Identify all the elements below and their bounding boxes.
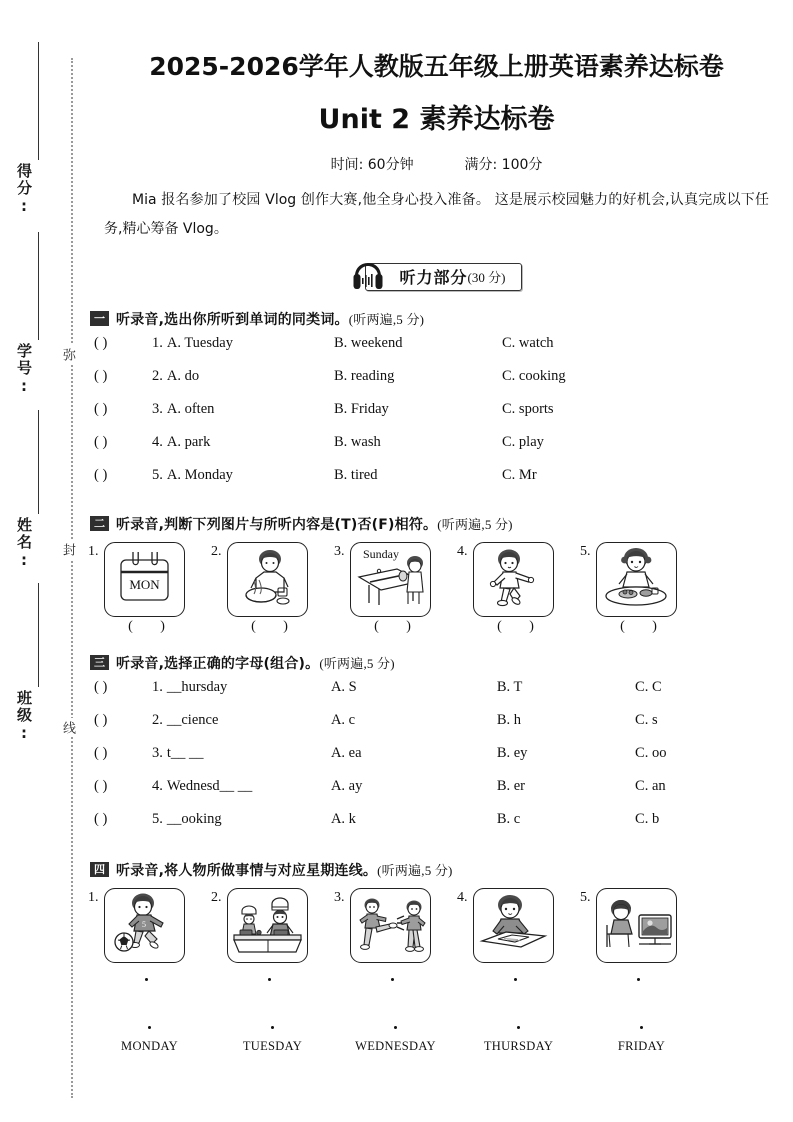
answer-bracket[interactable]: ( ) (94, 744, 108, 761)
total-value: 100分 (501, 157, 543, 173)
doing-homework-icon (473, 888, 554, 963)
watching-tv-icon (596, 888, 677, 963)
true-false-bracket[interactable]: ( ) (251, 618, 300, 634)
true-false-bracket[interactable]: ( ) (497, 618, 546, 634)
true-false-bracket[interactable]: ( ) (374, 618, 423, 634)
match-dot[interactable] (457, 1016, 580, 1034)
seal-char-3: 线 (58, 718, 77, 737)
time-label: 时间: (330, 157, 364, 173)
option-a[interactable]: A. often (166, 400, 215, 417)
section-4-paren: (听两遍,5 分) (377, 862, 453, 878)
option-row[interactable] (94, 778, 793, 811)
washing-clothes-icon (227, 542, 308, 617)
section-1-paren: (听两遍,5 分) (348, 311, 425, 327)
picture-number: 4. (457, 889, 468, 905)
word-stem: __hursday (166, 678, 228, 695)
picture-item (334, 888, 457, 986)
match-dot[interactable] (107, 968, 186, 986)
answer-bracket[interactable]: ( ) (94, 334, 108, 351)
day-target[interactable] (334, 1016, 457, 1054)
picture-item (457, 888, 580, 986)
section-4-days (88, 1016, 793, 1054)
student-id-rule (38, 232, 39, 340)
match-dot[interactable] (230, 968, 309, 986)
item-number: 5. (152, 466, 163, 483)
day-label: FRIDAY (617, 1038, 666, 1053)
word-stem: t__ __ (166, 744, 204, 761)
option-a[interactable]: A. k (330, 810, 356, 827)
picture-item (580, 888, 703, 986)
picture-item (580, 542, 703, 635)
picture-number: 2. (211, 889, 222, 905)
listening-banner-title: 听力部分 (399, 268, 468, 288)
listening-banner (351, 261, 523, 293)
option-row[interactable] (94, 712, 793, 745)
listening-banner-score: (30 分) (467, 270, 506, 286)
student-id-label: 学号: (15, 343, 33, 397)
day-label: TUESDAY (242, 1038, 303, 1053)
option-a[interactable]: A. do (166, 367, 200, 384)
option-a[interactable]: A. ea (330, 744, 362, 761)
option-a[interactable]: A. ay (330, 777, 363, 794)
answer-bracket[interactable]: ( ) (94, 711, 108, 728)
day-label: THURSDAY (483, 1038, 554, 1053)
cooking-kitchen-icon (227, 888, 308, 963)
section-4-header (90, 860, 793, 880)
answer-bracket[interactable]: ( ) (94, 777, 108, 794)
listening-banner-wrap (80, 261, 793, 293)
picture-number: 5. (580, 543, 591, 559)
class-rule (38, 583, 39, 687)
item-number: 1. (152, 334, 163, 351)
option-b[interactable]: B. er (496, 777, 525, 794)
day-target[interactable] (457, 1016, 580, 1054)
seal-char-2: 封 (58, 540, 77, 559)
class-label: 班级: (15, 690, 33, 744)
paper-content (80, 0, 793, 1122)
item-number: 3. (152, 400, 163, 417)
section-4-pictures (88, 888, 793, 986)
seal-char-1: 弥 (58, 345, 77, 364)
picture-item (88, 542, 211, 635)
option-a[interactable]: A. c (330, 711, 356, 728)
option-a[interactable]: A. S (330, 678, 357, 695)
item-number: 2. (152, 711, 163, 728)
option-c[interactable]: C. s (635, 711, 658, 728)
intro-paragraph: Mia 报名参加了校园 Vlog 创作大赛,他全身心投入准备。 这是展示校园魅力的好机会,认真完成以下任务,精心筹备 Vlog。 (104, 192, 769, 238)
section-2-number: 二 (90, 516, 109, 531)
section-2-title: 听录音,判断下列图片与所听内容是(T)否(F)相符。(听两遍,5 分) (116, 516, 513, 533)
score-label: 得分: (15, 163, 33, 217)
name-rule (38, 410, 39, 514)
option-c[interactable]: C. oo (635, 744, 667, 761)
option-b[interactable]: B. h (496, 711, 521, 728)
answer-bracket[interactable]: ( ) (94, 433, 108, 450)
item-number: 1. (152, 678, 163, 695)
svg-text:MON: MON (128, 576, 160, 592)
picture-item (211, 542, 334, 635)
kung-fu-icon (350, 888, 431, 963)
picture-item (334, 542, 457, 635)
section-2-pictures (88, 542, 793, 635)
section-3-title: 听录音,选择正确的字母(组合)。(听两遍,5 分) (116, 655, 395, 672)
page-title-main: 2025-2026学年人教版五年级上册英语素养达标卷 (149, 52, 724, 81)
option-c[interactable]: C. C (635, 678, 662, 695)
option-a[interactable]: A. Tuesday (166, 334, 233, 351)
section-3-paren: (听两遍,5 分) (319, 655, 395, 671)
section-3-header (90, 653, 793, 673)
day-target[interactable] (88, 1016, 211, 1054)
picture-item (211, 888, 334, 986)
match-dot[interactable] (599, 968, 678, 986)
option-a[interactable]: A. Monday (166, 466, 233, 483)
answer-bracket[interactable]: ( ) (94, 400, 108, 417)
option-c[interactable]: C. play (502, 433, 544, 450)
calendar-mon-icon (104, 542, 185, 617)
word-stem: Wednesd__ __ (166, 777, 253, 794)
match-dot[interactable] (353, 968, 432, 986)
section-3-options (94, 679, 793, 844)
match-dot[interactable] (334, 1016, 457, 1034)
true-false-bracket[interactable]: ( ) (620, 618, 669, 634)
option-c[interactable]: C. watch (502, 334, 554, 351)
exam-meta (80, 154, 793, 174)
option-row[interactable] (94, 467, 793, 500)
eating-at-table-icon (596, 542, 677, 617)
section-4-title: 听录音,将人物所做事情与对应星期连线。(听两遍,5 分) (116, 862, 453, 879)
match-dot[interactable] (88, 1016, 211, 1034)
option-row[interactable] (94, 368, 793, 401)
headphones-icon (351, 260, 385, 293)
picture-number: 1. (88, 889, 99, 905)
option-a[interactable]: A. park (166, 433, 211, 450)
picture-number: 3. (334, 543, 345, 559)
option-row[interactable] (94, 434, 793, 467)
picture-item (88, 888, 211, 986)
match-dot[interactable] (211, 1016, 334, 1034)
option-row[interactable] (94, 335, 793, 368)
answer-bracket[interactable]: ( ) (94, 466, 108, 483)
option-b[interactable]: B. Friday (334, 400, 389, 417)
item-number: 4. (152, 777, 163, 794)
option-b[interactable]: B. weekend (334, 334, 403, 351)
true-false-bracket[interactable]: ( ) (128, 618, 177, 634)
margin-strip (0, 0, 80, 1122)
day-label: MONDAY (121, 1038, 178, 1053)
seal-dotted-line (71, 58, 73, 1098)
match-dot[interactable] (580, 1016, 703, 1034)
picture-number: 4. (457, 543, 468, 559)
listening-banner-plate (365, 263, 523, 291)
section-3-number: 三 (90, 655, 109, 670)
picture-number: 1. (88, 543, 99, 559)
answer-bracket[interactable]: ( ) (94, 810, 108, 827)
option-c[interactable]: C. sports (502, 400, 554, 417)
word-stem: __cience (166, 711, 219, 728)
play-football-icon (104, 888, 185, 963)
sunday-caption: Sunday (362, 546, 399, 561)
day-target[interactable] (211, 1016, 334, 1054)
option-c[interactable]: C. Mr (502, 466, 537, 483)
item-number: 4. (152, 433, 163, 450)
option-b[interactable]: B. T (496, 678, 523, 695)
option-row[interactable] (94, 811, 793, 844)
section-1-title: 听录音,选出你所听到单词的同类词。(听两遍,5 分) (116, 311, 425, 328)
section-4-number: 四 (90, 862, 109, 877)
picture-item (457, 542, 580, 635)
section-1-options (94, 335, 793, 500)
option-b[interactable]: B. c (496, 810, 521, 827)
option-row[interactable] (94, 745, 793, 778)
option-row[interactable] (94, 679, 793, 712)
item-number: 2. (152, 367, 163, 384)
option-c[interactable]: C. cooking (502, 367, 566, 384)
option-b[interactable]: B. wash (334, 433, 381, 450)
option-c[interactable]: C. an (635, 777, 666, 794)
day-target[interactable] (580, 1016, 703, 1054)
option-b[interactable]: B. reading (334, 367, 395, 384)
option-c[interactable]: C. b (635, 810, 660, 827)
table-tennis-sunday-icon (350, 542, 431, 617)
page-title-unit: Unit 2 素养达标卷 (318, 104, 555, 135)
total-label: 满分: (464, 157, 498, 173)
item-number: 5. (152, 810, 163, 827)
picture-number: 2. (211, 543, 222, 559)
day-label: WEDNESDAY (355, 1038, 436, 1053)
name-label: 姓名: (15, 517, 33, 571)
running-child-icon (473, 542, 554, 617)
time-value: 60分钟 (367, 157, 414, 173)
word-stem: __ooking (166, 810, 222, 827)
option-b[interactable]: B. tired (334, 466, 378, 483)
item-number: 3. (152, 744, 163, 761)
option-row[interactable] (94, 401, 793, 434)
answer-bracket[interactable]: ( ) (94, 678, 108, 695)
answer-bracket[interactable]: ( ) (94, 367, 108, 384)
section-1-header (90, 309, 793, 329)
match-dot[interactable] (476, 968, 555, 986)
svg-text:5: 5 (141, 919, 146, 929)
section-2-paren: (听两遍,5 分) (437, 516, 513, 532)
section-1-number: 一 (90, 311, 109, 326)
option-b[interactable]: B. ey (496, 744, 528, 761)
section-2-header (90, 514, 793, 534)
score-rule (38, 42, 39, 160)
picture-number: 3. (334, 889, 345, 905)
picture-number: 5. (580, 889, 591, 905)
